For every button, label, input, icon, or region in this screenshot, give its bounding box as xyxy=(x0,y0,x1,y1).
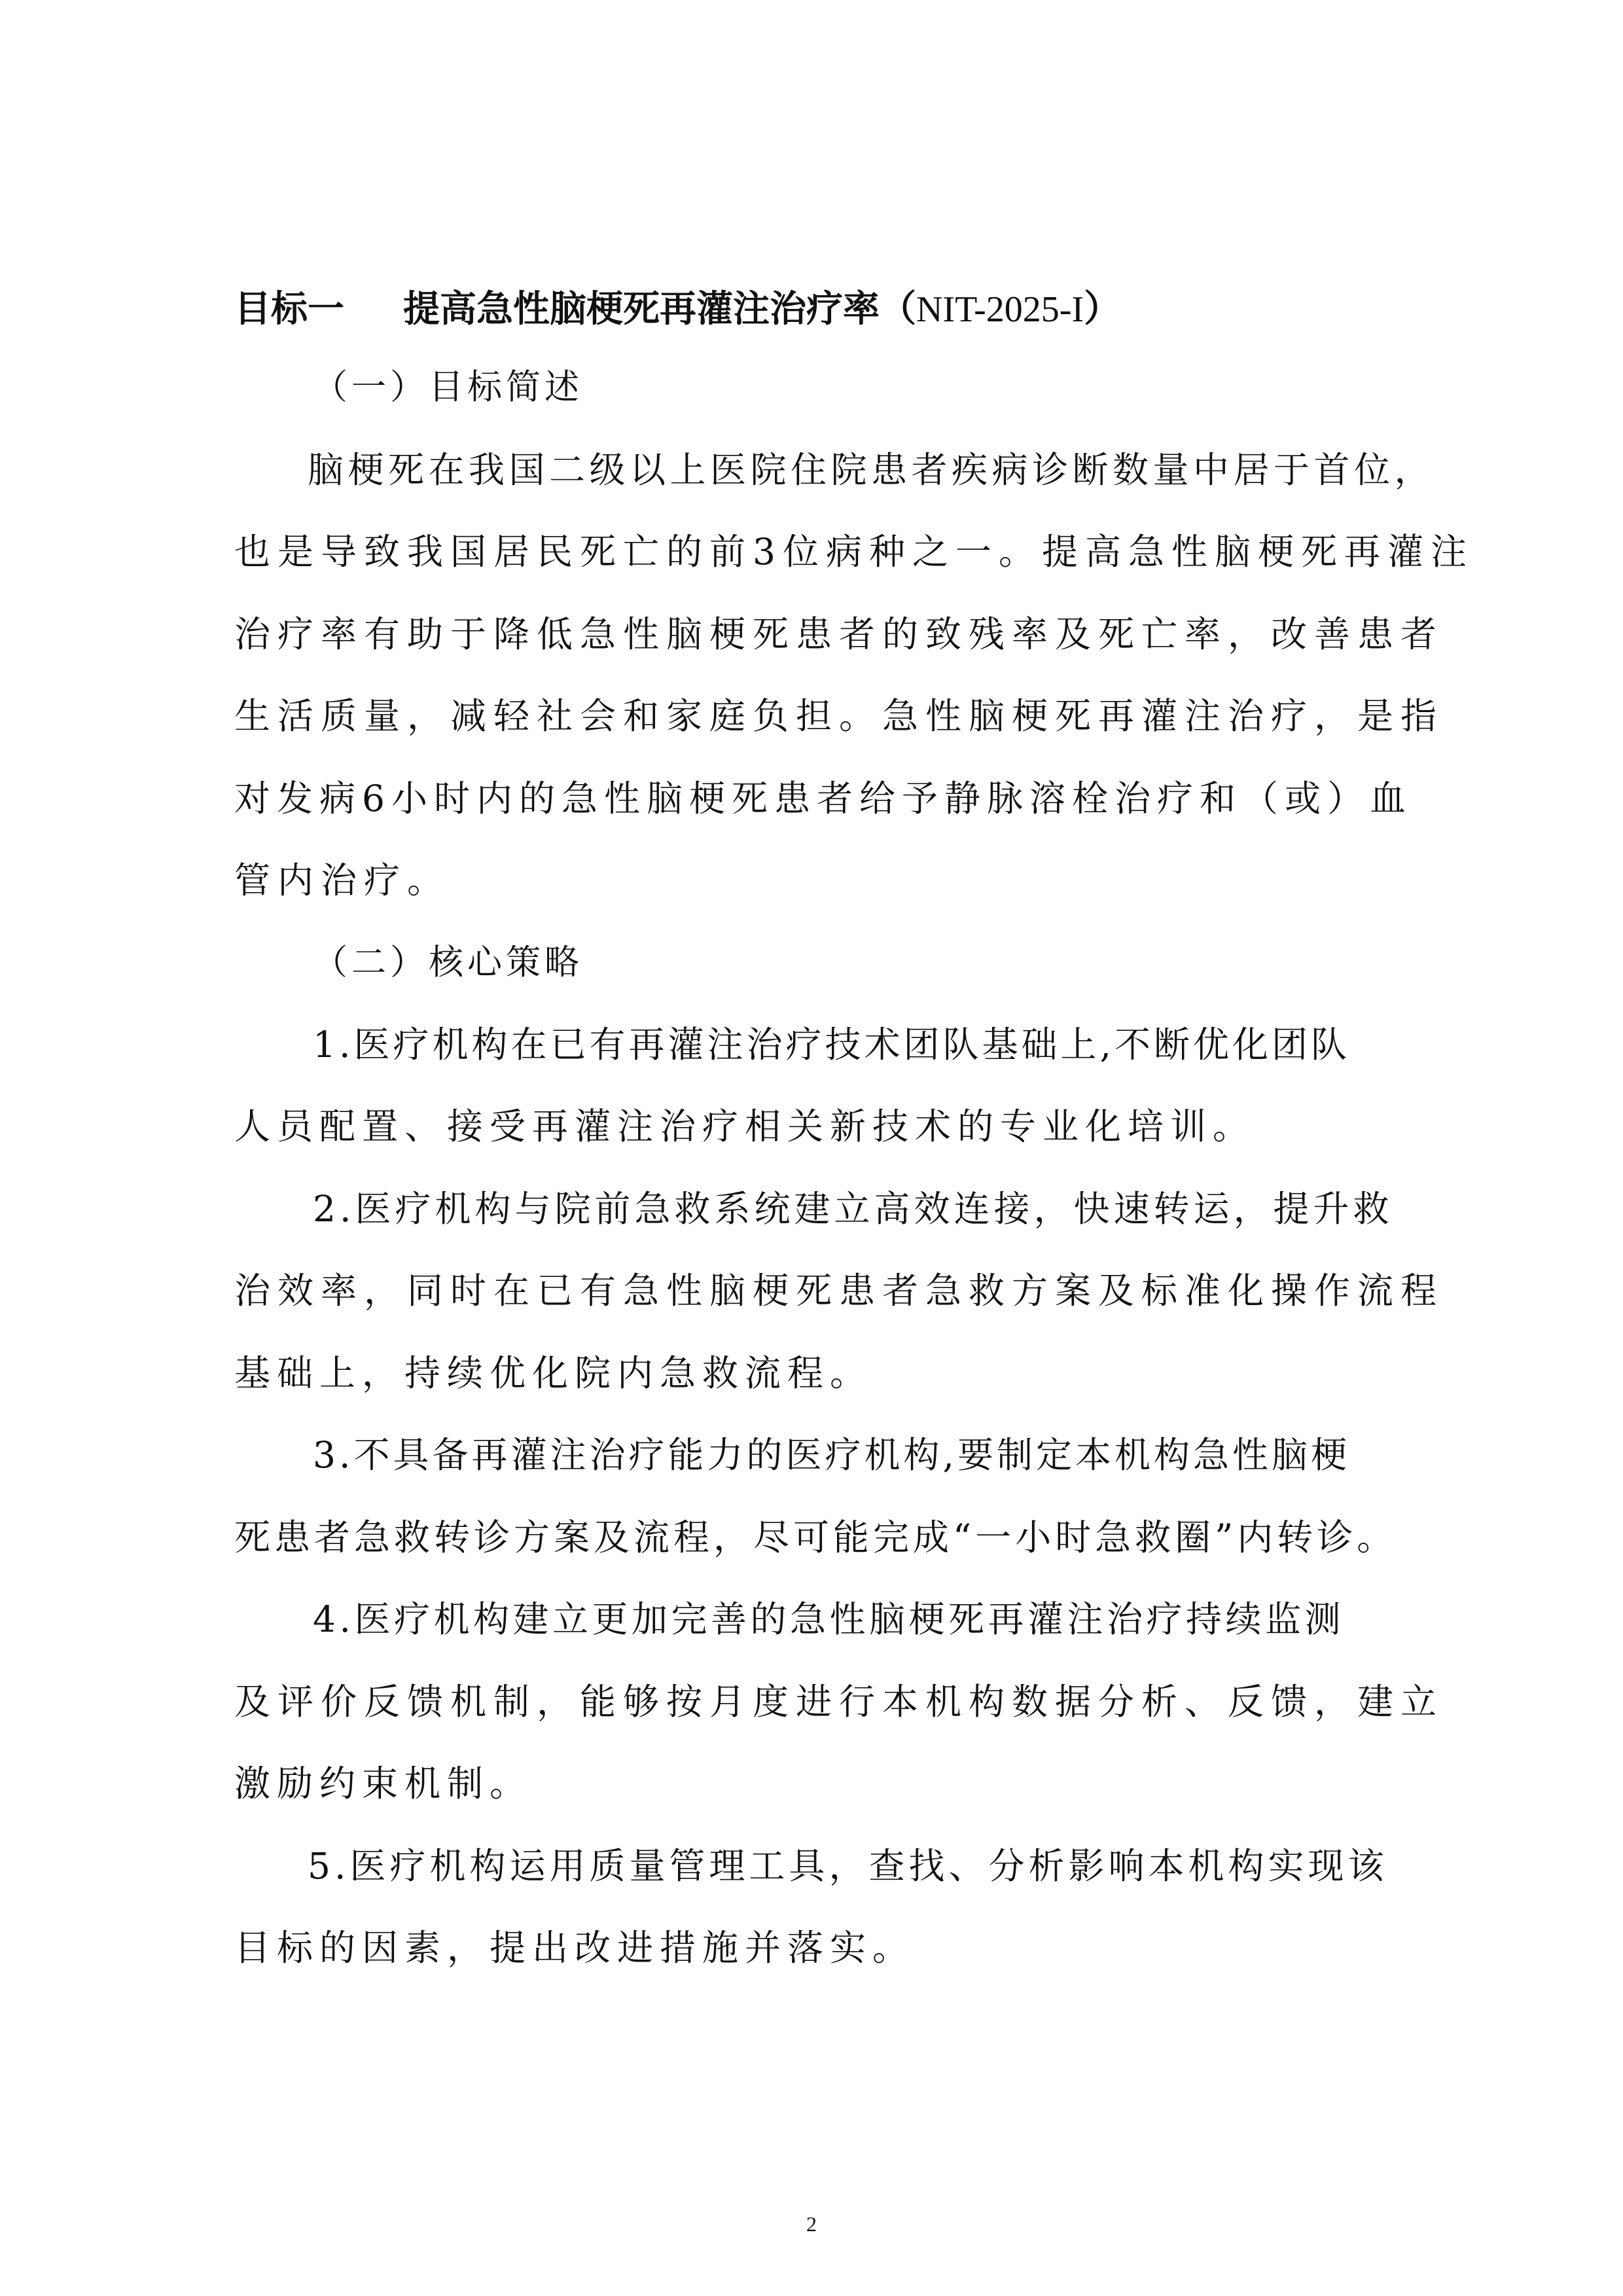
goal-code: NIT-2025-I xyxy=(916,289,1084,330)
section-title-strategies: （二）核心策略 xyxy=(313,942,583,982)
strategy-line: 及评价反馈机制，能够按月度进行本机构数据分析、反馈，建立 xyxy=(234,1681,1444,1723)
strategy-line: 治效率，同时在已有急性脑梗死患者急救方案及标准化操作流程 xyxy=(234,1270,1444,1312)
strategy-line: 2.医疗机构与院前急救系统建立高效连接，快速转运，提升救 xyxy=(313,1188,1393,1230)
strategy-line: 基础上，持续优化院内急救流程。 xyxy=(234,1352,873,1394)
strategy-line: 5.医疗机构运用质量管理工具，查找、分析影响本机构实现该 xyxy=(308,1845,1388,1887)
paragraph-line: 对发病6小时内的急性脑梗死患者给予静脉溶栓治疗和（或）血 xyxy=(234,778,1412,819)
paragraph-line: 管内治疗。 xyxy=(234,859,451,901)
paragraph-line: 也是导致我国居民死亡的前3位病种之一。提高急性脑梗死再灌注 xyxy=(234,531,1474,573)
strategy-line: 死患者急救转诊方案及流程，尽可能完成“一小时急救圈”内转诊。 xyxy=(234,1516,1397,1558)
section-title-summary: （一）目标简述 xyxy=(313,367,583,407)
paragraph-line: 脑梗死在我国二级以上医院住院患者疾病诊断数量中居于首位， xyxy=(308,449,1435,491)
strategy-line: 人员配置、接受再灌注治疗相关新技术的专业化培训。 xyxy=(234,1105,1256,1147)
strategy-line: 3.不具备再灌注治疗能力的医疗机构,要制定本机构急性脑梗 xyxy=(313,1434,1350,1476)
strategy-line: 目标的因素，提出改进措施并落实。 xyxy=(234,1927,916,1969)
goal-title: 提高急性脑梗死再灌注治疗率（ xyxy=(403,288,916,331)
strategy-line: 1.医疗机构在已有再灌注治疗技术团队基础上,不断优化团队 xyxy=(313,1024,1350,1066)
paragraph-line: 生活质量，减轻社会和家庭负担。急性脑梗死再灌注治疗，是指 xyxy=(234,695,1444,737)
strategy-line: 激励约束机制。 xyxy=(234,1763,533,1804)
goal-heading xyxy=(234,287,1120,332)
strategy-line: 4.医疗机构建立更加完善的急性脑梗死再灌注治疗持续监测 xyxy=(313,1598,1344,1640)
goal-title-close: ） xyxy=(1084,288,1121,331)
goal-label: 目标一 xyxy=(234,288,344,331)
paragraph-line: 治疗率有助于降低急性脑梗死患者的致残率及死亡率，改善患者 xyxy=(234,613,1444,655)
page-number: 2 xyxy=(806,2212,817,2236)
